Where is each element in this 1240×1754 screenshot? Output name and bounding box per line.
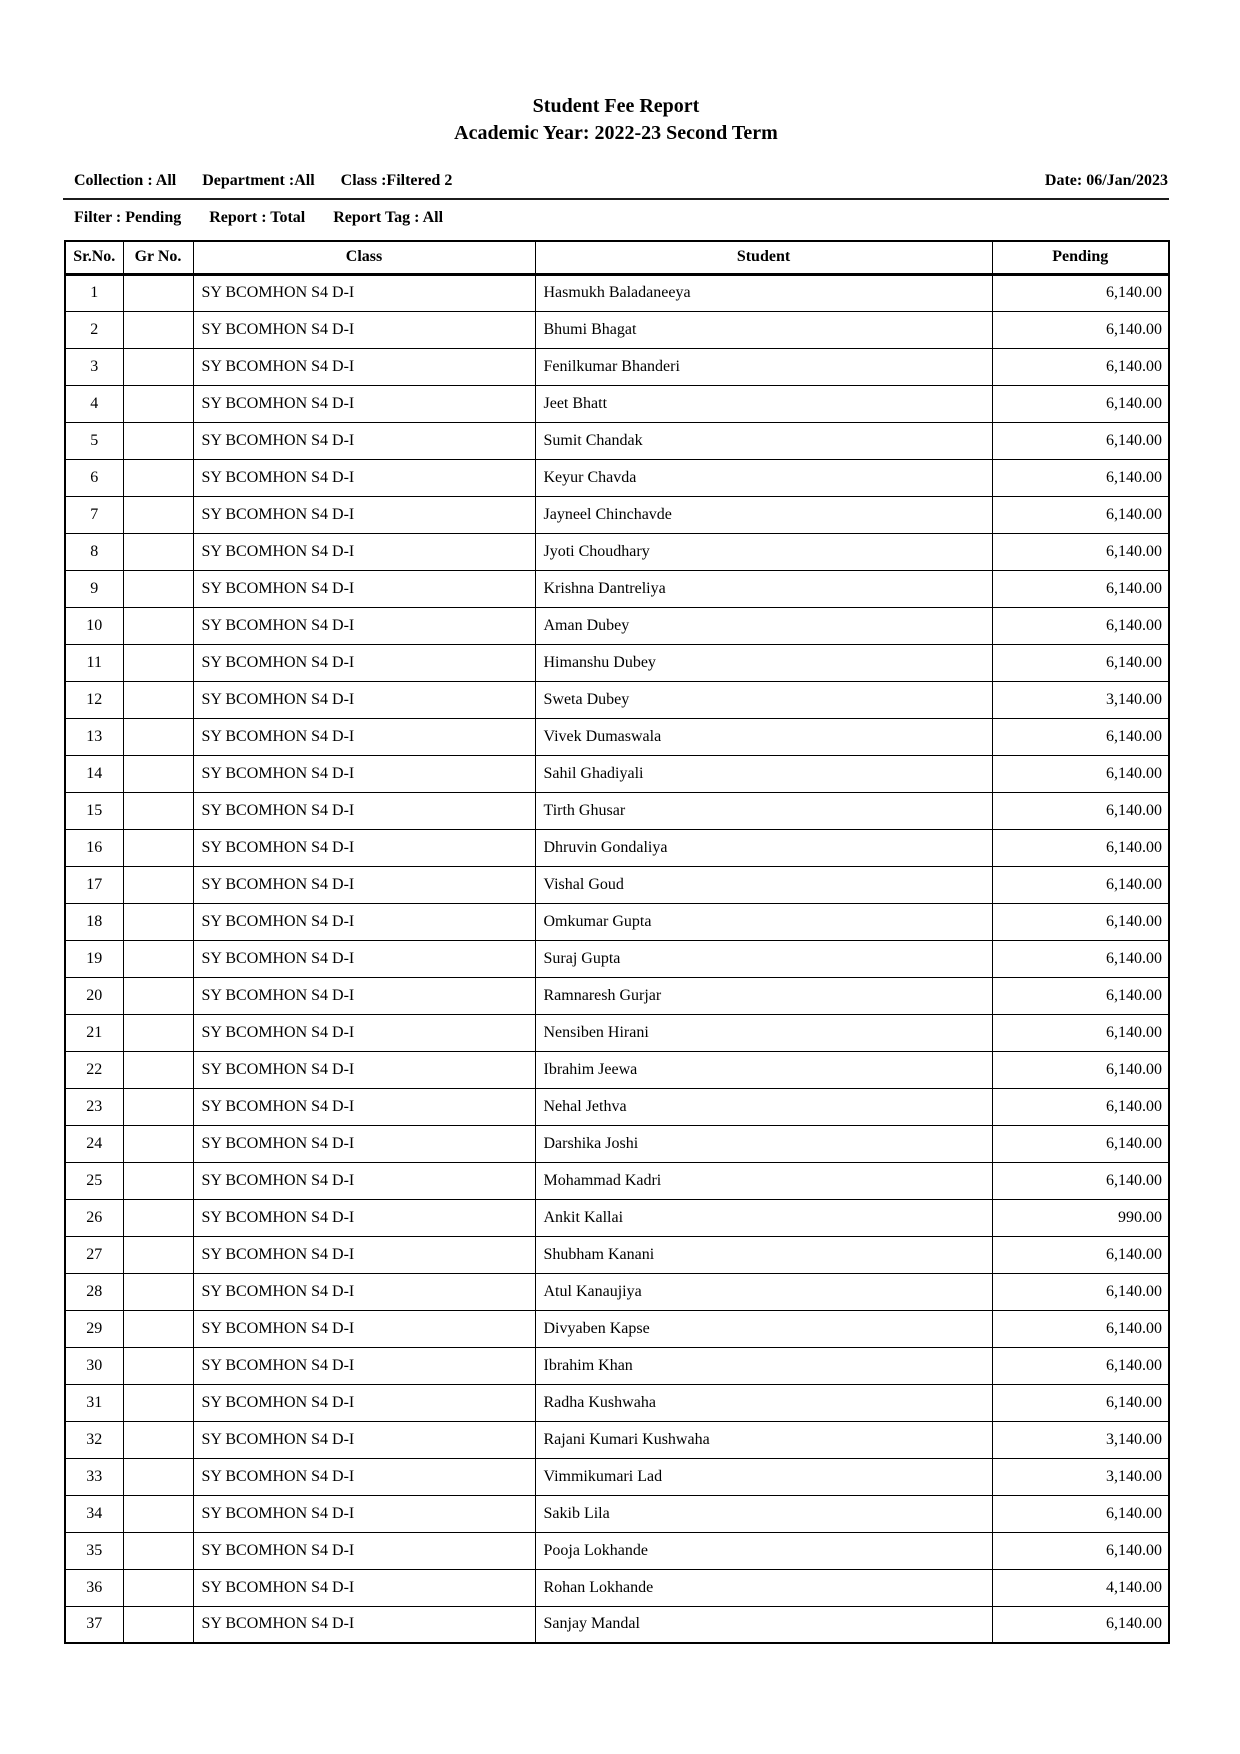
grno-cell: [123, 1162, 193, 1199]
class-cell: SY BCOMHON S4 D-I: [193, 274, 535, 311]
class-cell: SY BCOMHON S4 D-I: [193, 311, 535, 348]
table-row: [65, 977, 1169, 1014]
pending-cell: 6,140.00: [992, 1125, 1169, 1162]
class-cell: SY BCOMHON S4 D-I: [193, 1014, 535, 1051]
grno-cell: [123, 1569, 193, 1606]
student-cell: Ramnaresh Gurjar: [535, 977, 992, 1014]
table-row: [65, 459, 1169, 496]
pending-cell: 6,140.00: [992, 1162, 1169, 1199]
pending-cell: 6,140.00: [992, 1014, 1169, 1051]
srno-cell: 25: [65, 1162, 123, 1199]
class-cell: SY BCOMHON S4 D-I: [193, 1051, 535, 1088]
srno-cell: 14: [65, 755, 123, 792]
table-row: [65, 1014, 1169, 1051]
srno-cell: 4: [65, 385, 123, 422]
pending-cell: 6,140.00: [992, 1088, 1169, 1125]
student-cell: Jayneel Chinchavde: [535, 496, 992, 533]
table-row: [65, 274, 1169, 311]
student-cell: Vivek Dumaswala: [535, 718, 992, 755]
student-cell: Krishna Dantreliya: [535, 570, 992, 607]
student-cell: Pooja Lokhande: [535, 1532, 992, 1569]
fee-table: [64, 240, 1170, 1644]
table-row: [65, 385, 1169, 422]
srno-cell: 8: [65, 533, 123, 570]
pending-cell: 6,140.00: [992, 311, 1169, 348]
class-cell: SY BCOMHON S4 D-I: [193, 1569, 535, 1606]
srno-cell: 23: [65, 1088, 123, 1125]
table-row: [65, 422, 1169, 459]
pending-cell: 6,140.00: [992, 1532, 1169, 1569]
pending-cell: 6,140.00: [992, 755, 1169, 792]
student-cell: Bhumi Bhagat: [535, 311, 992, 348]
srno-cell: 13: [65, 718, 123, 755]
pending-cell: 6,140.00: [992, 1273, 1169, 1310]
table-row: [65, 1458, 1169, 1495]
table-row: [65, 1125, 1169, 1162]
grno-cell: [123, 274, 193, 311]
srno-cell: 33: [65, 1458, 123, 1495]
class-cell: SY BCOMHON S4 D-I: [193, 1606, 535, 1643]
student-cell: Hasmukh Baladaneeya: [535, 274, 992, 311]
class-cell: SY BCOMHON S4 D-I: [193, 459, 535, 496]
grno-cell: [123, 644, 193, 681]
class-cell: SY BCOMHON S4 D-I: [193, 1125, 535, 1162]
table-row: [65, 829, 1169, 866]
student-cell: Ibrahim Jeewa: [535, 1051, 992, 1088]
student-cell: Tirth Ghusar: [535, 792, 992, 829]
student-cell: Rajani Kumari Kushwaha: [535, 1421, 992, 1458]
class-cell: SY BCOMHON S4 D-I: [193, 607, 535, 644]
student-cell: Mohammad Kadri: [535, 1162, 992, 1199]
srno-cell: 32: [65, 1421, 123, 1458]
pending-cell: 6,140.00: [992, 1606, 1169, 1643]
grno-cell: [123, 1236, 193, 1273]
meta-row-2: [64, 209, 1168, 227]
srno-cell: 34: [65, 1495, 123, 1532]
class-cell: SY BCOMHON S4 D-I: [193, 829, 535, 866]
class-cell: SY BCOMHON S4 D-I: [193, 1347, 535, 1384]
report-header: [64, 0, 1168, 147]
class-cell: SY BCOMHON S4 D-I: [193, 385, 535, 422]
pending-cell: 4,140.00: [992, 1569, 1169, 1606]
pending-cell: 6,140.00: [992, 422, 1169, 459]
column-header-srno: Sr.No.: [65, 241, 123, 274]
table-row: [65, 1421, 1169, 1458]
grno-cell: [123, 1421, 193, 1458]
pending-cell: 6,140.00: [992, 1495, 1169, 1532]
grno-cell: [123, 496, 193, 533]
table-row: [65, 1606, 1169, 1643]
srno-cell: 1: [65, 274, 123, 311]
table-row: [65, 1162, 1169, 1199]
srno-cell: 29: [65, 1310, 123, 1347]
table-row: [65, 644, 1169, 681]
class-cell: SY BCOMHON S4 D-I: [193, 1310, 535, 1347]
class-cell: SY BCOMHON S4 D-I: [193, 348, 535, 385]
table-row: [65, 1051, 1169, 1088]
fee-table-body: [65, 274, 1169, 1643]
grno-cell: [123, 348, 193, 385]
table-row: [65, 311, 1169, 348]
student-cell: Fenilkumar Bhanderi: [535, 348, 992, 385]
pending-cell: 6,140.00: [992, 940, 1169, 977]
srno-cell: 20: [65, 977, 123, 1014]
table-row: [65, 533, 1169, 570]
table-row: [65, 681, 1169, 718]
student-cell: Atul Kanaujiya: [535, 1273, 992, 1310]
table-row: [65, 1569, 1169, 1606]
class-cell: SY BCOMHON S4 D-I: [193, 1384, 535, 1421]
class-cell: SY BCOMHON S4 D-I: [193, 1495, 535, 1532]
table-row: [65, 496, 1169, 533]
grno-cell: [123, 1051, 193, 1088]
table-row: [65, 718, 1169, 755]
column-header-grno: Gr No.: [123, 241, 193, 274]
collection-label: Collection : All: [74, 172, 177, 189]
pending-cell: 6,140.00: [992, 459, 1169, 496]
table-row: [65, 940, 1169, 977]
student-cell: Dhruvin Gondaliya: [535, 829, 992, 866]
srno-cell: 9: [65, 570, 123, 607]
grno-cell: [123, 1125, 193, 1162]
report-date: Date: 06/Jan/2023: [1044, 172, 1168, 189]
grno-cell: [123, 385, 193, 422]
srno-cell: 36: [65, 1569, 123, 1606]
class-cell: SY BCOMHON S4 D-I: [193, 792, 535, 829]
table-row: [65, 1532, 1169, 1569]
meta-row-1: [64, 172, 1168, 190]
pending-cell: 6,140.00: [992, 1384, 1169, 1421]
srno-cell: 6: [65, 459, 123, 496]
srno-cell: 30: [65, 1347, 123, 1384]
srno-cell: 2: [65, 311, 123, 348]
srno-cell: 7: [65, 496, 123, 533]
student-cell: Ankit Kallai: [535, 1199, 992, 1236]
class-cell: SY BCOMHON S4 D-I: [193, 1199, 535, 1236]
class-cell: SY BCOMHON S4 D-I: [193, 422, 535, 459]
table-row: [65, 348, 1169, 385]
grno-cell: [123, 866, 193, 903]
student-cell: Darshika Joshi: [535, 1125, 992, 1162]
student-cell: Sumit Chandak: [535, 422, 992, 459]
table-row: [65, 1384, 1169, 1421]
table-row: [65, 1199, 1169, 1236]
class-cell: SY BCOMHON S4 D-I: [193, 1421, 535, 1458]
student-cell: Sakib Lila: [535, 1495, 992, 1532]
class-cell: SY BCOMHON S4 D-I: [193, 1236, 535, 1273]
table-row: [65, 1088, 1169, 1125]
class-cell: SY BCOMHON S4 D-I: [193, 977, 535, 1014]
header-row: [65, 241, 1169, 274]
class-cell: SY BCOMHON S4 D-I: [193, 681, 535, 718]
student-cell: Himanshu Dubey: [535, 644, 992, 681]
grno-cell: [123, 755, 193, 792]
table-row: [65, 792, 1169, 829]
grno-cell: [123, 1606, 193, 1643]
srno-cell: 26: [65, 1199, 123, 1236]
class-cell: SY BCOMHON S4 D-I: [193, 1458, 535, 1495]
grno-cell: [123, 718, 193, 755]
table-row: [65, 866, 1169, 903]
table-row: [65, 570, 1169, 607]
grno-cell: [123, 792, 193, 829]
table-row: [65, 755, 1169, 792]
student-cell: Suraj Gupta: [535, 940, 992, 977]
grno-cell: [123, 459, 193, 496]
report-tag-label: Report Tag : All: [333, 209, 444, 226]
class-cell: SY BCOMHON S4 D-I: [193, 1162, 535, 1199]
meta-filters-left: [74, 172, 452, 190]
student-cell: Jyoti Choudhary: [535, 533, 992, 570]
grno-cell: [123, 903, 193, 940]
grno-cell: [123, 1273, 193, 1310]
grno-cell: [123, 1458, 193, 1495]
srno-cell: 31: [65, 1384, 123, 1421]
class-cell: SY BCOMHON S4 D-I: [193, 866, 535, 903]
srno-cell: 28: [65, 1273, 123, 1310]
student-cell: Sahil Ghadiyali: [535, 755, 992, 792]
grno-cell: [123, 1014, 193, 1051]
pending-cell: 6,140.00: [992, 903, 1169, 940]
class-cell: SY BCOMHON S4 D-I: [193, 1532, 535, 1569]
grno-cell: [123, 1199, 193, 1236]
srno-cell: 27: [65, 1236, 123, 1273]
pending-cell: 6,140.00: [992, 607, 1169, 644]
page-title: Student Fee Report: [532, 95, 700, 117]
srno-cell: 17: [65, 866, 123, 903]
report-type-label: Report : Total: [209, 209, 306, 226]
srno-cell: 10: [65, 607, 123, 644]
student-cell: Shubham Kanani: [535, 1236, 992, 1273]
student-cell: Aman Dubey: [535, 607, 992, 644]
table-row: [65, 1347, 1169, 1384]
pending-cell: 3,140.00: [992, 681, 1169, 718]
table-row: [65, 1310, 1169, 1347]
srno-cell: 37: [65, 1606, 123, 1643]
student-cell: Radha Kushwaha: [535, 1384, 992, 1421]
grno-cell: [123, 977, 193, 1014]
class-cell: SY BCOMHON S4 D-I: [193, 570, 535, 607]
grno-cell: [123, 1384, 193, 1421]
filter-label: Filter : Pending: [74, 209, 182, 226]
pending-cell: 6,140.00: [992, 718, 1169, 755]
pending-cell: 6,140.00: [992, 1310, 1169, 1347]
pending-cell: 6,140.00: [992, 829, 1169, 866]
grno-cell: [123, 681, 193, 718]
grno-cell: [123, 570, 193, 607]
class-cell: SY BCOMHON S4 D-I: [193, 755, 535, 792]
pending-cell: 6,140.00: [992, 385, 1169, 422]
pending-cell: 3,140.00: [992, 1421, 1169, 1458]
column-header-student: Student: [535, 241, 992, 274]
pending-cell: 6,140.00: [992, 1236, 1169, 1273]
pending-cell: 6,140.00: [992, 644, 1169, 681]
class-cell: SY BCOMHON S4 D-I: [193, 644, 535, 681]
grno-cell: [123, 1532, 193, 1569]
grno-cell: [123, 311, 193, 348]
grno-cell: [123, 1495, 193, 1532]
class-cell: SY BCOMHON S4 D-I: [193, 533, 535, 570]
pending-cell: 6,140.00: [992, 533, 1169, 570]
pending-cell: 6,140.00: [992, 792, 1169, 829]
grno-cell: [123, 829, 193, 866]
grno-cell: [123, 1347, 193, 1384]
srno-cell: 3: [65, 348, 123, 385]
student-cell: Keyur Chavda: [535, 459, 992, 496]
student-cell: Rohan Lokhande: [535, 1569, 992, 1606]
grno-cell: [123, 1088, 193, 1125]
student-cell: Divyaben Kapse: [535, 1310, 992, 1347]
pending-cell: 6,140.00: [992, 274, 1169, 311]
srno-cell: 35: [65, 1532, 123, 1569]
table-row: [65, 607, 1169, 644]
class-cell: SY BCOMHON S4 D-I: [193, 1273, 535, 1310]
pending-cell: 6,140.00: [992, 1051, 1169, 1088]
grno-cell: [123, 422, 193, 459]
grno-cell: [123, 533, 193, 570]
pending-cell: 6,140.00: [992, 1347, 1169, 1384]
page-subtitle: Academic Year: 2022-23 Second Term: [454, 122, 778, 144]
grno-cell: [123, 607, 193, 644]
student-cell: Nensiben Hirani: [535, 1014, 992, 1051]
column-header-class: Class: [193, 241, 535, 274]
student-cell: Omkumar Gupta: [535, 903, 992, 940]
srno-cell: 22: [65, 1051, 123, 1088]
student-cell: Jeet Bhatt: [535, 385, 992, 422]
class-filter-label: Class :Filtered 2: [340, 172, 453, 189]
class-cell: SY BCOMHON S4 D-I: [193, 496, 535, 533]
srno-cell: 16: [65, 829, 123, 866]
class-cell: SY BCOMHON S4 D-I: [193, 903, 535, 940]
horizontal-divider: [63, 198, 1169, 200]
srno-cell: 21: [65, 1014, 123, 1051]
srno-cell: 5: [65, 422, 123, 459]
srno-cell: 18: [65, 903, 123, 940]
student-cell: Ibrahim Khan: [535, 1347, 992, 1384]
srno-cell: 19: [65, 940, 123, 977]
srno-cell: 24: [65, 1125, 123, 1162]
table-row: [65, 1495, 1169, 1532]
column-header-pending: Pending: [992, 241, 1169, 274]
table-row: [65, 903, 1169, 940]
grno-cell: [123, 940, 193, 977]
pending-cell: 3,140.00: [992, 1458, 1169, 1495]
table-row: [65, 1236, 1169, 1273]
class-cell: SY BCOMHON S4 D-I: [193, 1088, 535, 1125]
srno-cell: 15: [65, 792, 123, 829]
pending-cell: 6,140.00: [992, 496, 1169, 533]
student-cell: Sweta Dubey: [535, 681, 992, 718]
srno-cell: 11: [65, 644, 123, 681]
table-row: [65, 1273, 1169, 1310]
class-cell: SY BCOMHON S4 D-I: [193, 940, 535, 977]
srno-cell: 12: [65, 681, 123, 718]
pending-cell: 6,140.00: [992, 570, 1169, 607]
student-cell: Nehal Jethva: [535, 1088, 992, 1125]
pending-cell: 6,140.00: [992, 348, 1169, 385]
student-cell: Vishal Goud: [535, 866, 992, 903]
pending-cell: 6,140.00: [992, 866, 1169, 903]
student-cell: Vimmikumari Lad: [535, 1458, 992, 1495]
fee-table-header: [65, 241, 1169, 274]
department-label: Department :All: [202, 172, 315, 189]
pending-cell: 990.00: [992, 1199, 1169, 1236]
student-cell: Sanjay Mandal: [535, 1606, 992, 1643]
grno-cell: [123, 1310, 193, 1347]
class-cell: SY BCOMHON S4 D-I: [193, 718, 535, 755]
pending-cell: 6,140.00: [992, 977, 1169, 1014]
